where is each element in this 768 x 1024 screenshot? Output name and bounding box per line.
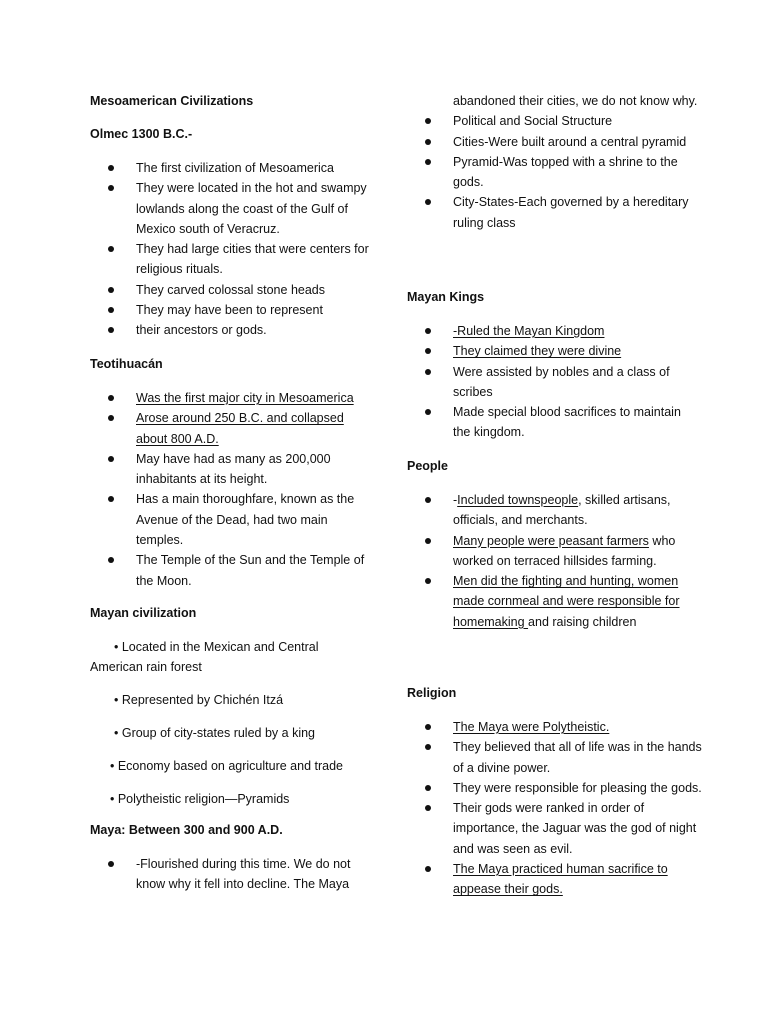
list-item: Were assisted by nobles and a class of scribes [407, 362, 687, 403]
list-item: Political and Social Structure [407, 111, 707, 131]
list-item: Their gods were ranked in order of importance, the Jaguar was the god of night and was seen as evil. [407, 798, 707, 859]
mayan-civ-item: • Located in the Mexican and Central American rain forest [90, 640, 319, 675]
list-item: their ancestors or gods. [90, 320, 380, 340]
list-item: abandoned their cities, we do not know why. [453, 94, 698, 108]
list-item: Was the first major city in Mesoamerica [90, 388, 370, 408]
mayan-kings-heading: Mayan Kings [407, 290, 485, 304]
list-item: Men did the fighting and hunting, women made cornmeal and were responsible for homemaking and raising children [407, 571, 707, 632]
mayan-civ-item: • Group of city-states ruled by a king [114, 726, 315, 740]
list-item: Arose around 250 B.C. and collapsed about 800 A.D. [90, 408, 370, 449]
mayan-kings-list [407, 321, 687, 443]
list-item: They were located in the hot and swampy lowlands along the coast of the Gulf of Mexico south of Veracruz. [90, 178, 380, 239]
olmec-list [90, 158, 380, 341]
list-item: They were responsible for pleasing the gods. [407, 778, 707, 798]
list-item: They had large cities that were centers for religious rituals. [90, 239, 380, 280]
list-item: The first civilization of Mesoamerica [90, 158, 380, 178]
religion-list [407, 717, 707, 900]
list-item: Many people were peasant farmers who worked on terraced hillsides farming. [407, 531, 707, 572]
list-item: They may have been to represent [90, 300, 380, 320]
list-item: May have had as many as 200,000 inhabitants at its height. [90, 449, 370, 490]
list-item: City-States-Each governed by a hereditary ruling class [407, 192, 707, 233]
mayan-civilization-heading: Mayan civilization [90, 606, 197, 620]
list-item: Has a main thoroughfare, known as the Avenue of the Dead, had two main temples. [90, 489, 370, 550]
list-item: -Ruled the Mayan Kingdom [407, 321, 687, 341]
maya-period-list-b [407, 91, 707, 233]
mayan-civ-item: • Economy based on agriculture and trade [110, 759, 343, 773]
mayan-civ-item: • Represented by Chichén Itzá [114, 693, 284, 707]
list-item: They carved colossal stone heads [90, 280, 380, 300]
maya-period-heading: Maya: Between 300 and 900 A.D. [90, 823, 283, 837]
people-heading: People [407, 459, 448, 473]
list-item: The Maya were Polytheistic. [407, 717, 707, 737]
list-item: -Flourished during this time. We do not know why it fell into decline. The Maya [90, 854, 370, 895]
list-item: The Maya practiced human sacrifice to appease their gods. [407, 859, 707, 900]
list-item: Cities-Were built around a central pyramid [407, 132, 707, 152]
list-item: They claimed they were divine [407, 341, 687, 361]
page-title: Mesoamerican Civilizations [90, 94, 254, 108]
people-list [407, 490, 707, 632]
mayan-civ-item: • Polytheistic religion—Pyramids [110, 792, 290, 806]
religion-heading: Religion [407, 686, 457, 700]
list-item: They believed that all of life was in the hands of a divine power. [407, 737, 707, 778]
olmec-heading: Olmec 1300 B.C.- [90, 127, 193, 141]
teotihuacan-heading: Teotihuacán [90, 357, 163, 371]
maya-period-list-a [90, 854, 370, 895]
list-item: Made special blood sacrifices to maintain the kingdom. [407, 402, 687, 443]
list-item: The Temple of the Sun and the Temple of the Moon. [90, 550, 370, 591]
list-item: Pyramid-Was topped with a shrine to the gods. [407, 152, 707, 193]
teotihuacan-list [90, 388, 370, 591]
list-item: -Included townspeople, skilled artisans, officials, and merchants. [407, 490, 707, 531]
